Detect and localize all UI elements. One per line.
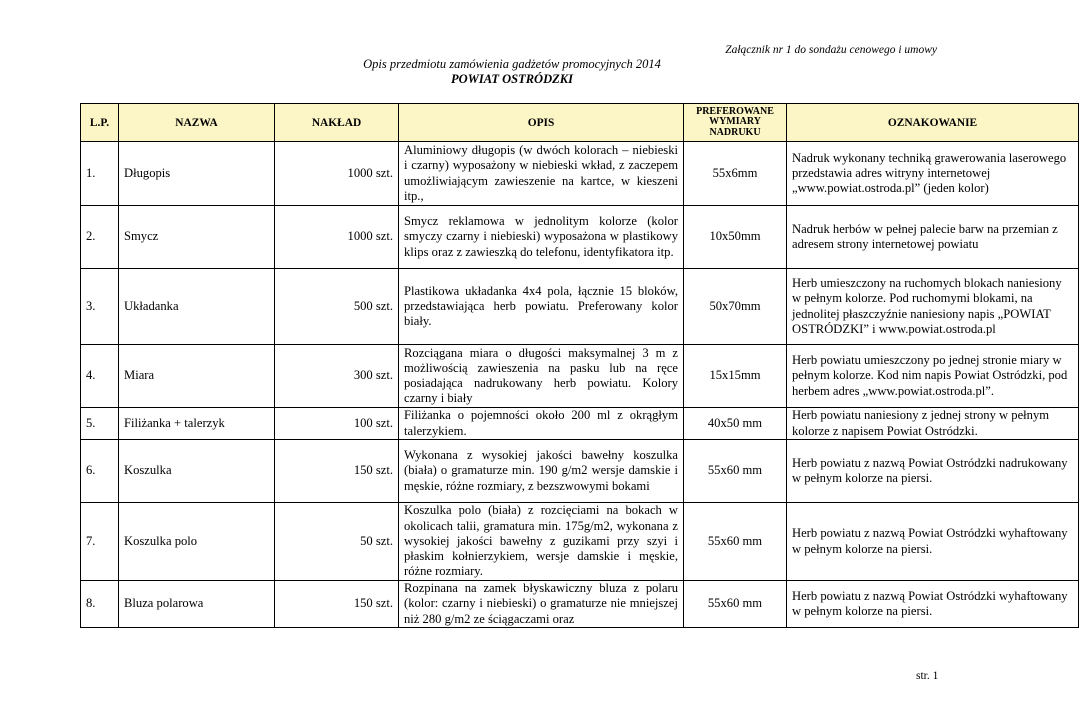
cell-opis: Wykonana z wysokiej jakości bawełny koszulka (biała) o gramaturze min. 190 g/m2 wersje damskie i męskie, różne rozmiary, z bezszwowymi bokami <box>399 440 684 503</box>
cell-lp: 6. <box>81 440 119 503</box>
attachment-note: Załącznik nr 1 do sondażu cenowego i umowy <box>725 44 937 56</box>
table-row <box>81 408 1079 440</box>
cell-lp: 2. <box>81 206 119 269</box>
header-naklad: NAKŁAD <box>275 104 399 142</box>
cell-wymiary: 55x60 mm <box>684 581 787 628</box>
cell-oznakowanie: Herb umieszczony na ruchomych blokach naniesiony w pełnym kolorze. Pod ruchomymi blokami, na jednolitej płaszczyźnie naniesiony napis „POWIAT OSTRÓDZKI” i www.powiat.ostroda.pl <box>787 269 1079 345</box>
cell-nazwa: Koszulka polo <box>119 503 275 581</box>
header-opis: OPIS <box>399 104 684 142</box>
cell-naklad: 50 szt. <box>275 503 399 581</box>
table-row <box>81 345 1079 408</box>
cell-naklad: 1000 szt. <box>275 206 399 269</box>
cell-lp: 1. <box>81 142 119 206</box>
cell-naklad: 100 szt. <box>275 408 399 440</box>
cell-nazwa: Filiżanka + talerzyk <box>119 408 275 440</box>
cell-lp: 7. <box>81 503 119 581</box>
cell-opis: Rozciągana miara o długości maksymalnej 3 m z możliwością zawieszenia na pasku lub na ręce posiadająca nadrukowany herb powiatu. Kolory czarny i biały <box>399 345 684 408</box>
cell-nazwa: Układanka <box>119 269 275 345</box>
cell-opis: Rozpinana na zamek błyskawiczny bluza z polaru (kolor: czarny i niebieski) o gramaturze nie mniejszej niż 280 g/m2 ze ściągaczami oraz <box>399 581 684 628</box>
cell-opis: Aluminiowy długopis (w dwóch kolorach – niebieski i czarny) wyposażony w niebieski wkład, z zaczepem umożliwiającym zawieszenie na kartce, w kieszeni itp., <box>399 142 684 206</box>
cell-opis: Smycz reklamowa w jednolitym kolorze (kolor smyczy czarny i niebieski) wyposażona w plastikowy klips oraz z zawieszką do telefonu, identyfikatora itp. <box>399 206 684 269</box>
cell-lp: 4. <box>81 345 119 408</box>
cell-nazwa: Smycz <box>119 206 275 269</box>
table-row <box>81 142 1079 206</box>
document-title: POWIAT OSTRÓDZKI <box>451 72 573 86</box>
header-wymiary: PREFEROWANE WYMIARY NADRUKU <box>684 104 787 142</box>
cell-wymiary: 10x50mm <box>684 206 787 269</box>
cell-wymiary: 15x15mm <box>684 345 787 408</box>
cell-wymiary: 55x60 mm <box>684 503 787 581</box>
cell-oznakowanie: Nadruk herbów w pełnej palecie barw na przemian z adresem strony internetowej powiatu <box>787 206 1079 269</box>
cell-oznakowanie: Herb powiatu umieszczony po jednej stronie miary w pełnym kolorze. Kod nim napis Powiat Ostródzki, pod herbem adres „www.powiat.ostroda.pl”. <box>787 345 1079 408</box>
table-header-row <box>81 104 1079 142</box>
table-row <box>81 206 1079 269</box>
cell-lp: 3. <box>81 269 119 345</box>
table-row <box>81 581 1079 628</box>
cell-naklad: 150 szt. <box>275 440 399 503</box>
cell-wymiary: 50x70mm <box>684 269 787 345</box>
cell-lp: 8. <box>81 581 119 628</box>
cell-oznakowanie: Herb powiatu z nazwą Powiat Ostródzki nadrukowany w pełnym kolorze na piersi. <box>787 440 1079 503</box>
cell-naklad: 300 szt. <box>275 345 399 408</box>
cell-naklad: 1000 szt. <box>275 142 399 206</box>
cell-nazwa: Bluza polarowa <box>119 581 275 628</box>
table-row <box>81 440 1079 503</box>
cell-opis: Filiżanka o pojemności około 200 ml z okrągłym talerzykiem. <box>399 408 684 440</box>
cell-oznakowanie: Nadruk wykonany techniką grawerowania laserowego przedstawia adres witryny internetowej „www.powiat.ostroda.pl” (jeden kolor) <box>787 142 1079 206</box>
cell-lp: 5. <box>81 408 119 440</box>
cell-opis: Koszulka polo (biała) z rozcięciami na bokach w okolicach talii, gramatura min. 175g/m2, wykonana z wysokiej jakości bawełny z guzikami przy szyi i płaskim kołnierzykiem, wersje damskie i męskie, różne rozmiary. <box>399 503 684 581</box>
cell-oznakowanie: Herb powiatu z nazwą Powiat Ostródzki wyhaftowany w pełnym kolorze na piersi. <box>787 581 1079 628</box>
document-subtitle: Opis przedmiotu zamówienia gadżetów promocyjnych 2014 <box>363 57 661 71</box>
cell-oznakowanie: Herb powiatu naniesiony z jednej strony w pełnym kolorze z napisem Powiat Ostródzki. <box>787 408 1079 440</box>
cell-naklad: 150 szt. <box>275 581 399 628</box>
cell-naklad: 500 szt. <box>275 269 399 345</box>
header-lp: L.P. <box>81 104 119 142</box>
cell-nazwa: Koszulka <box>119 440 275 503</box>
order-table <box>80 103 1079 628</box>
cell-opis: Plastikowa układanka 4x4 pola, łącznie 15 bloków, przedstawiająca herb powiatu. Preferowany kolor biały. <box>399 269 684 345</box>
table-row <box>81 503 1079 581</box>
cell-wymiary: 55x60 mm <box>684 440 787 503</box>
page-number: str. 1 <box>916 670 939 682</box>
cell-nazwa: Długopis <box>119 142 275 206</box>
cell-wymiary: 55x6mm <box>684 142 787 206</box>
header-oznakowanie: OZNAKOWANIE <box>787 104 1079 142</box>
cell-nazwa: Miara <box>119 345 275 408</box>
header-nazwa: NAZWA <box>119 104 275 142</box>
cell-oznakowanie: Herb powiatu z nazwą Powiat Ostródzki wyhaftowany w pełnym kolorze na piersi. <box>787 503 1079 581</box>
table-row <box>81 269 1079 345</box>
cell-wymiary: 40x50 mm <box>684 408 787 440</box>
